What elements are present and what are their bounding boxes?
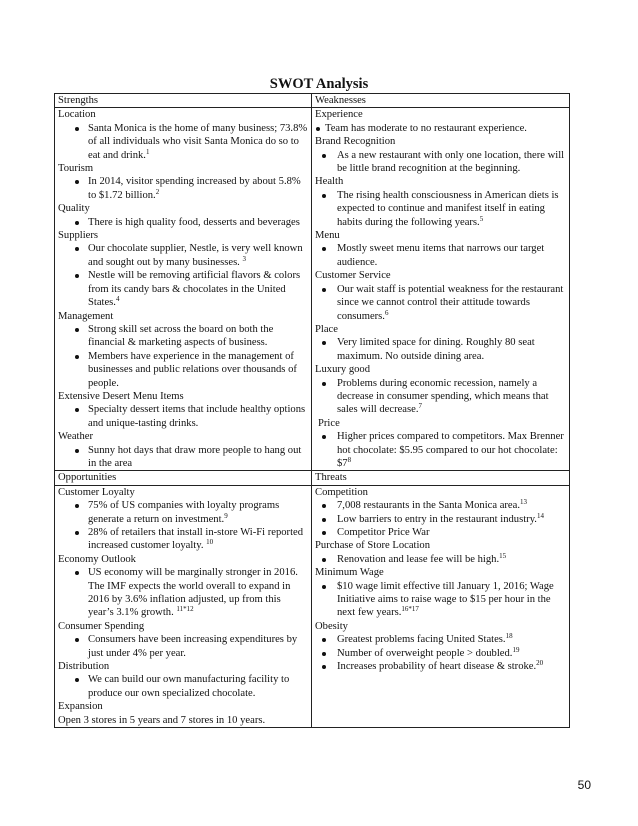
section-title: Quality [58, 203, 90, 215]
threats-header: Threats [312, 471, 570, 485]
page-number: 50 [577, 778, 591, 792]
list-item: Sunny hot days that draw more people to hang out in the area [74, 444, 308, 471]
list-item: Members have experience in the management of businesses and public relations over thousands of people. [74, 350, 308, 390]
list-item: 75% of US companies with loyalty programs generate a return on investment.$^9$ [74, 499, 308, 526]
list-item: Renovation and lease fee will be high.$^{15}$ [319, 553, 566, 566]
section-title: Luxury good [315, 364, 371, 376]
list-item: Number of overweight people > doubled.$^{19}$ [319, 647, 566, 660]
list-item: We can build our own manufacturing facility to produce our own specialized chocolate. [74, 673, 308, 700]
list-item: Mostly sweet menu items that narrows our target audience. [319, 242, 566, 269]
expansion-text: Open 3 stores in 5 years and 7 stores in 10 years. [58, 714, 266, 726]
list-item: Our chocolate supplier, Nestle, is very well known and sought out by many businesses. $^3$ [74, 242, 308, 269]
list-item: As a new restaurant with only one location, there will be little brand recognition at the beginning. [319, 149, 566, 176]
list-item: $10 wage limit effective till January 1, 2016; Wage Initiative aims to raise wage to $15 per hour in the next few years.$^{16*17}$ [319, 580, 566, 620]
section-title: Expansion [58, 701, 103, 713]
swot-table [54, 93, 570, 728]
section-title: Menu [315, 230, 340, 242]
threats-cell [312, 485, 570, 727]
list-item: Low barriers to entry in the restaurant industry.$^{14}$ [319, 513, 566, 526]
section-title: Economy Outlook [58, 553, 136, 565]
section-title: Tourism [58, 163, 94, 175]
list-item: Very limited space for dining. Roughly 80 seat maximum. No outside dining area. [319, 336, 566, 363]
list-item: Strong skill set across the board on both the financial & marketing aspects of business. [74, 323, 308, 350]
section-title: Extensive Desert Menu Items [58, 390, 184, 402]
section-title: Brand Recognition [315, 136, 396, 148]
list-item: Specialty dessert items that include healthy options and unique-tasting drinks. [74, 403, 308, 430]
list-item: Higher prices compared to competitors. Max Brenner hot chocolate: $5.95 compared to our hot chocolate: $\$7^8$ [319, 430, 566, 470]
section-title: Weather [58, 431, 94, 443]
list-item: Santa Monica is the home of many business; 73.8% of all individuals who visit Santa Monica do so to eat and drink.$^1$ [74, 122, 308, 162]
page-title: SWOT Analysis [269, 76, 369, 92]
strengths-header: Strengths [55, 94, 312, 108]
list-item: Consumers have been increasing expenditures by just under 4% per year. [74, 633, 308, 660]
opportunities-header: Opportunities [55, 471, 312, 485]
list-item: Increases probability of heart disease & stroke.$^{20}$ [319, 660, 566, 673]
opportunities-cell [55, 485, 312, 727]
list-item: Problems during economic recession, namely a decrease in consumer spending, which means that sales will decrease.$^7$ [319, 377, 566, 417]
weaknesses-cell [312, 108, 570, 471]
section-title: Customer Loyalty [58, 486, 135, 498]
list-item: Our wait staff is potential weakness for the restaurant since we cannot control their attitude towards consumers.$^6$ [319, 283, 566, 323]
section-title: Place [315, 323, 338, 335]
section-title: Obesity [315, 620, 348, 632]
list-item: US economy will be marginally stronger in 2016. The IMF expects the world overall to expand in 2016 by 3.6% inflation adjusted, up from this year’s 3.1% growth. $^{11*12}$ [74, 566, 308, 620]
section-title: Location [58, 109, 96, 121]
list-item: There is high quality food, desserts and beverages [74, 216, 308, 229]
list-item: In 2014, visitor spending increased by about 5.8% to $1.72 billion.$^2$ [74, 175, 308, 202]
list-item: The rising health consciousness in American diets is expected to continue and manifest itself in eating habits during the following years.$^5$ [319, 189, 566, 229]
section-title: Consumer Spending [58, 620, 145, 632]
list-item: 28% of retailers that install in-store Wi-Fi reported increased customer loyalty. $^{10}$ [74, 526, 308, 553]
list-item: Team has moderate to no restaurant experience. [315, 122, 566, 135]
section-title: Distribution [58, 661, 110, 673]
section-title: Health [315, 176, 344, 188]
section-title: Customer Service [315, 270, 391, 282]
list-item: Competitor Price War [319, 526, 566, 539]
list-item: Greatest problems facing United States.$^{18}$ [319, 633, 566, 646]
list-item: Nestle will be removing artificial flavors & colors from its candy bars & chocolates in the United States.$^4$ [74, 269, 308, 309]
section-title: Management [58, 310, 114, 322]
section-title: Price [318, 417, 340, 429]
section-title: Experience [315, 109, 363, 121]
section-title: Suppliers [58, 230, 99, 242]
section-title: Competition [315, 486, 368, 498]
section-title: Minimum Wage [315, 567, 384, 579]
list-item: 7,008 restaurants in the Santa Monica area.$^{13}$ [319, 499, 566, 512]
section-title: Purchase of Store Location [315, 540, 431, 552]
weaknesses-header: Weaknesses [312, 94, 570, 108]
strengths-cell [55, 108, 312, 471]
